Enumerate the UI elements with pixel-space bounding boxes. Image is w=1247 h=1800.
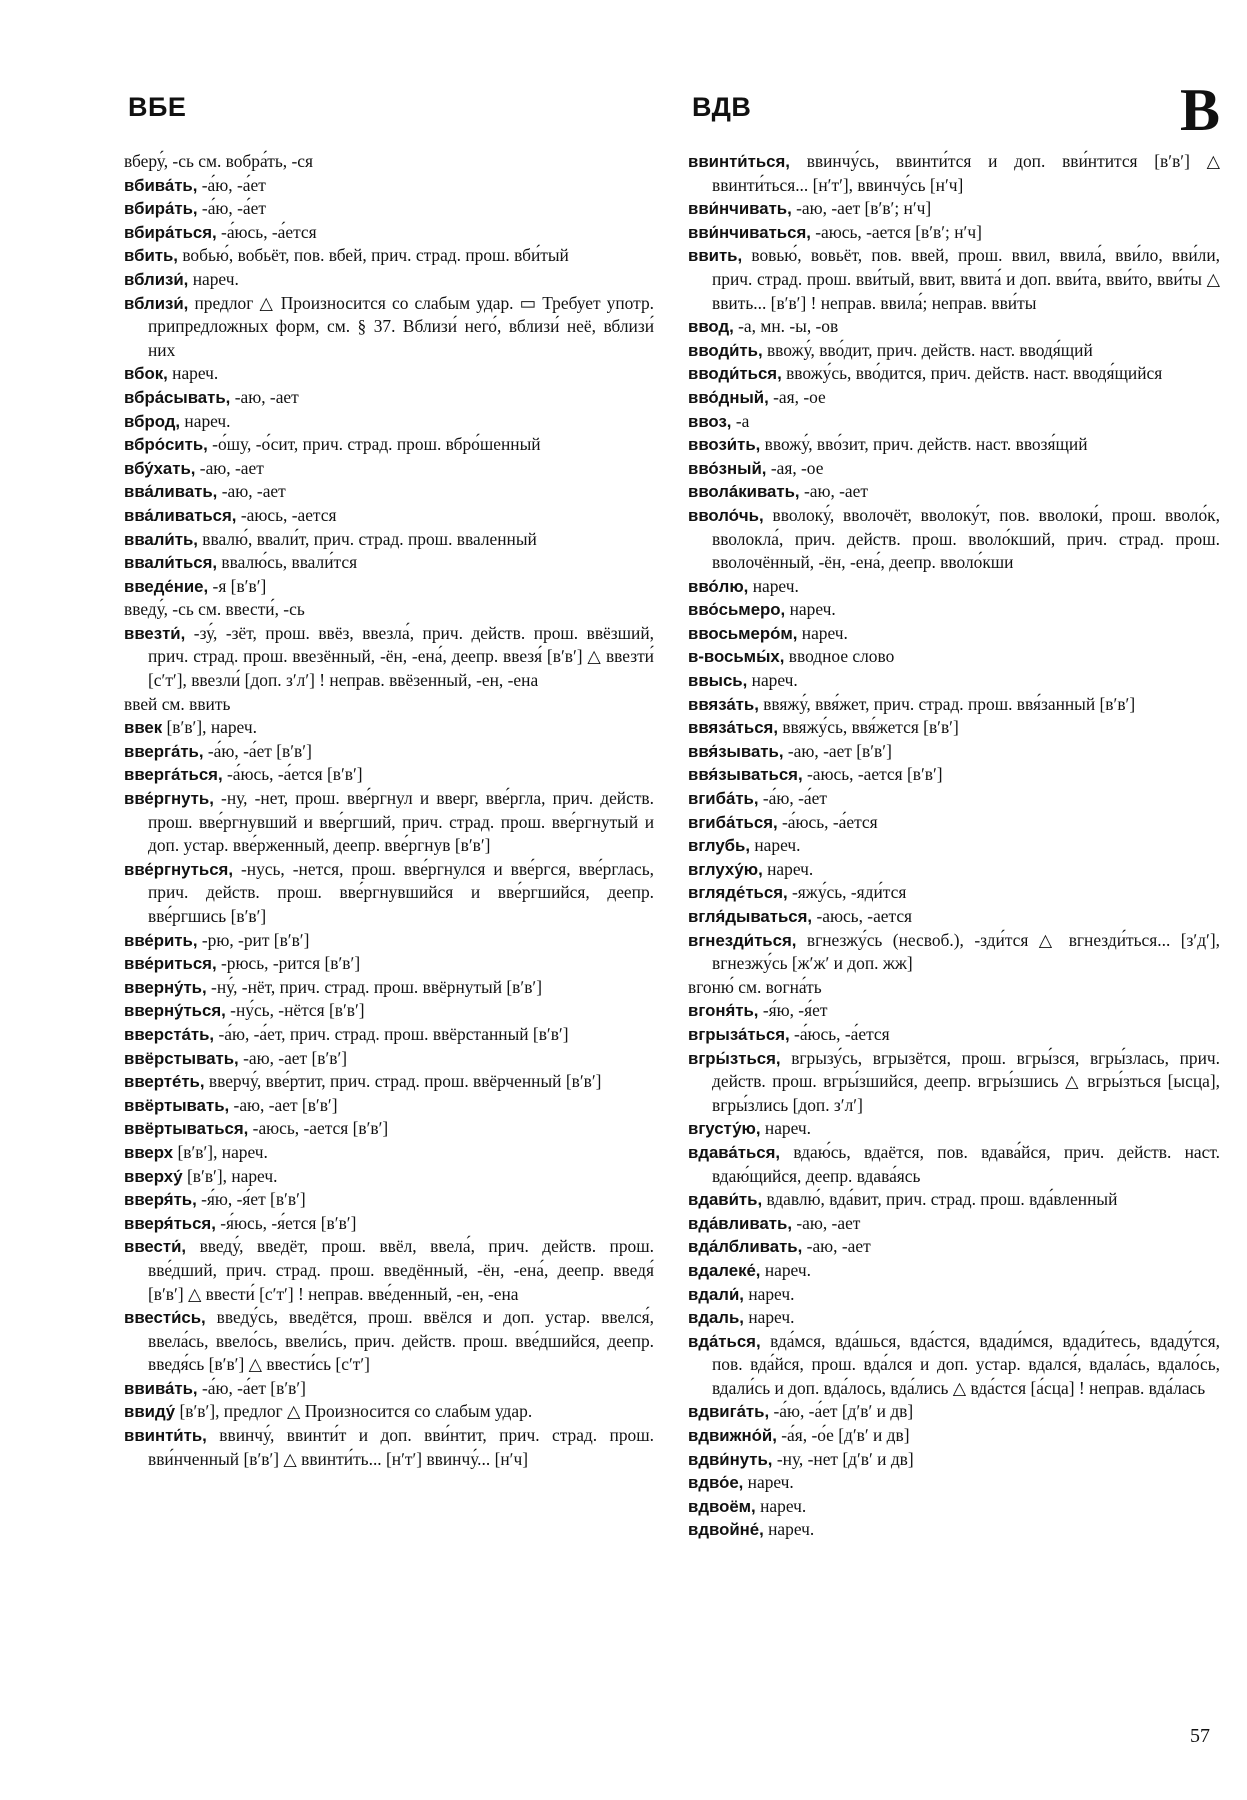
- dictionary-entry: [688, 1518, 1220, 1542]
- entry-text: вда́мся, вда́шься, вда́стся, вдади́мся, вдади́тесь, вдаду́тся, пов. вда́йся, прош. вда́лся и доп. устар. вдался́, вдала́сь, вдало́сь, вдали́сь и доп. вда́лось, вда́лись △ вда́стся [а́сца] ! неправ. вда́лась: [712, 1330, 1220, 1398]
- headword: вволо́чь,: [688, 505, 764, 525]
- entry-text: -а́юсь, -а́ется: [794, 1023, 890, 1044]
- dictionary-entry: [124, 1235, 654, 1306]
- dictionary-entry: [688, 716, 1220, 740]
- headword: ввали́ться,: [124, 553, 218, 573]
- entry-text: ввожу́, вво́зит, прич. действ. наст. ввозя́щий: [764, 434, 1088, 455]
- entry-text: -а́юсь, -а́ется: [782, 811, 878, 832]
- headword: ввинти́ться,: [688, 152, 790, 171]
- entry-text: -аю, -ает [вʹвʹ]: [243, 1047, 348, 1068]
- entry-text: -а́ю, -а́ет [вʹвʹ]: [201, 1377, 306, 1398]
- headword: вдаль,: [688, 1308, 744, 1328]
- entry-text: нареч.: [789, 599, 836, 620]
- entry-text: ввинчу́, ввинти́т и доп. вви́нтит, прич. страд. прош. вви́нченный [вʹвʹ] △ ввинти́ть... [нʹтʹ] ввинчу́... [нʹч]: [148, 1425, 654, 1469]
- dictionary-entry: [124, 410, 654, 434]
- dictionary-entry: [124, 551, 654, 575]
- dictionary-entry: [124, 174, 654, 198]
- entry-text: -а́юсь, -а́ется: [221, 221, 317, 242]
- dictionary-entry: [124, 244, 654, 268]
- headword: вво́лю,: [688, 576, 749, 596]
- dictionary-entry: [688, 1330, 1220, 1401]
- entry-text: -ая, -ое: [770, 457, 824, 478]
- headword: вва́ливать,: [124, 482, 218, 502]
- headword: ввести́сь,: [124, 1308, 206, 1328]
- entry-text: -аю, -ает: [803, 481, 868, 502]
- headword: вверх: [124, 1142, 174, 1162]
- dictionary-entry: [688, 858, 1220, 882]
- entry-text: -аюсь, -ается: [240, 504, 337, 525]
- headword: вгусту́ю,: [688, 1119, 761, 1139]
- entry-text: -а́я, -о́е [дʹвʹ и дв]: [781, 1425, 910, 1446]
- entry-text: -аю, -ает [вʹвʹ]: [233, 1094, 338, 1115]
- headword: вверга́ться,: [124, 765, 223, 785]
- headword: в-восьмы́х,: [688, 647, 785, 667]
- entry-text: -аю, -ает [вʹвʹ; нʹч]: [796, 198, 932, 219]
- headword: ввёрстывать,: [124, 1048, 239, 1068]
- entry-text: вверчу́, вве́ртит, прич. страд. прош. ввёрченный [вʹвʹ]: [208, 1071, 602, 1092]
- dictionary-entry: [688, 1141, 1220, 1188]
- headword: вглуху́ю,: [688, 859, 763, 879]
- entry-text: нареч.: [760, 1495, 807, 1516]
- headword: ввосьмеро́м,: [688, 623, 798, 643]
- headword: вгры́зться,: [688, 1048, 781, 1068]
- dictionary-entry: [688, 881, 1220, 905]
- dictionary-entry: [688, 1259, 1220, 1283]
- headword: вблизи́,: [124, 293, 189, 313]
- dictionary-entry: [688, 787, 1220, 811]
- entry-text: -а́ю, -а́ет [дʹвʹ и дв]: [773, 1401, 914, 1422]
- entry-text: -ну, -нет [дʹвʹ и дв]: [776, 1448, 914, 1469]
- right-column: [688, 150, 1220, 1542]
- headword: ввысь,: [688, 671, 748, 691]
- entry-text: нареч.: [747, 1472, 794, 1493]
- dictionary-entry: [124, 457, 654, 481]
- dictionary-entry: [688, 905, 1220, 929]
- dictionary-entry: [688, 362, 1220, 386]
- dictionary-entry: [688, 150, 1220, 197]
- headword: вводи́ть,: [688, 340, 763, 360]
- dictionary-entry: [124, 858, 654, 929]
- entry-text: -аю, -ает: [199, 457, 264, 478]
- dictionary-entry: [688, 575, 1220, 599]
- entry-text: -ну́, -нёт, прич. страд. прош. ввёрнутый [вʹвʹ]: [211, 976, 542, 997]
- entry-text: ввалю́сь, ввали́тся: [221, 552, 358, 573]
- headword: ввози́ть,: [688, 435, 761, 455]
- dictionary-entry: [124, 598, 654, 622]
- headword: введе́ние,: [124, 576, 209, 596]
- page-number: 57: [1190, 1725, 1210, 1747]
- headword: вдава́ться,: [688, 1142, 781, 1162]
- dictionary-entry: [124, 1047, 654, 1071]
- dictionary-entry: [688, 1495, 1220, 1519]
- entry-text: -а: [735, 410, 750, 431]
- entry-text: -о́шу, -о́сит, прич. страд. прош. вбро́шенный: [212, 434, 541, 455]
- headword: ввоз,: [688, 411, 732, 431]
- headword: ввёртываться,: [124, 1119, 249, 1139]
- dictionary-entry: [124, 150, 654, 174]
- entry-text: ввалю́, ввали́т, прич. страд. прош. вваленный: [202, 528, 537, 549]
- headword: вбра́сывать,: [124, 387, 231, 407]
- headword: ввёртывать,: [124, 1095, 230, 1115]
- headword: вверну́ться,: [124, 1001, 226, 1021]
- entry-text: -ну, -нет, прош. вве́ргнул и вверг, вве́ргла, прич. действ. прош. вве́ргнувший и вве́ргший, прич. страд. прош. вве́ргнутый и доп. устар. вве́рженный, деепр. вве́ргнув [вʹвʹ]: [148, 788, 654, 856]
- entry-text: -а́ю, -а́ет [вʹвʹ]: [207, 740, 312, 761]
- entry-text: введу́, введёт, прош. ввёл, ввела́, прич. действ. прош. вве́дший, прич. страд. прош. введённый, -ён, -ена́, деепр. введя́ [вʹвʹ] △ ввести́ [сʹтʹ] ! неправ. вве́денный, -ен, -ена: [148, 1236, 654, 1304]
- entry-text: вволоку́, вволочёт, вволоку́т, пов. вволоки́, прош. вволо́к, вволокла́, прич. действ. прош. вволо́кший, прич. страд. прош. вволочённый, -ён, -ена́, деепр. вволо́кши: [712, 504, 1220, 573]
- dictionary-entry: [124, 575, 654, 599]
- headword: вгля́дываться,: [688, 907, 813, 926]
- headword: ввя́зывать,: [688, 741, 784, 761]
- dictionary-entry: [124, 1165, 654, 1189]
- entry-text: -а́ю, -а́ет, прич. страд. прош. ввёрстанный [вʹвʹ]: [218, 1023, 569, 1044]
- headword: вви́нчиваться,: [688, 222, 811, 242]
- dictionary-entry: [124, 1094, 654, 1118]
- dictionary-entry: [688, 339, 1220, 363]
- dictionary-entry: [124, 480, 654, 504]
- dictionary-entry: [124, 999, 654, 1023]
- headword: вверя́ть,: [124, 1190, 197, 1210]
- headword: вбок,: [124, 364, 168, 384]
- entry-text: нареч.: [748, 1283, 795, 1304]
- dictionary-entry: [688, 1235, 1220, 1259]
- dictionary-entry: [124, 362, 654, 386]
- entry-text: -рю, -рит [вʹвʹ]: [201, 929, 310, 950]
- dictionary-entry: [688, 834, 1220, 858]
- headword: вви́нчивать,: [688, 199, 792, 219]
- dictionary-entry: [124, 763, 654, 787]
- headword: ввести́,: [124, 1237, 187, 1257]
- headword: ввезти́,: [124, 623, 186, 643]
- entry-text: -аюсь, -ается [вʹвʹ]: [252, 1118, 389, 1139]
- dictionary-entry: [688, 1306, 1220, 1330]
- headword: вгиба́ться,: [688, 812, 778, 832]
- dictionary-entry: [688, 929, 1220, 976]
- entry-text: -я́ю, -я́ет: [762, 1000, 828, 1021]
- headword: вглубь,: [688, 836, 751, 856]
- headword: вдвоём,: [688, 1496, 756, 1516]
- headword: вводи́ться,: [688, 364, 782, 384]
- headword: вве́риться,: [124, 954, 217, 974]
- entry-text: ввожу́, вво́дит, прич. действ. наст. вводя́щий: [766, 339, 1093, 360]
- entry-text: -я́юсь, -я́ется [вʹвʹ]: [220, 1212, 357, 1233]
- dictionary-entry: [124, 433, 654, 457]
- headword: вбить,: [124, 246, 178, 266]
- dictionary-entry: [124, 197, 654, 221]
- entry-text: нареч.: [768, 1519, 815, 1540]
- headword: вва́ливаться,: [124, 505, 237, 525]
- entry-text: -аю, -ает: [806, 1236, 871, 1257]
- entry-text: -рюсь, -рится [вʹвʹ]: [221, 953, 361, 974]
- entry-text: -аю, -ает: [221, 481, 286, 502]
- headword: вверста́ть,: [124, 1024, 215, 1044]
- dictionary-entry: [688, 669, 1220, 693]
- dictionary-entry: [124, 292, 654, 363]
- headword: вве́ргнуть,: [124, 789, 214, 809]
- dictionary-entry: [124, 1212, 654, 1236]
- entry-text: нареч.: [754, 835, 801, 856]
- headword: вгрыза́ться,: [688, 1024, 790, 1044]
- entry-text: [вʹвʹ], нареч.: [166, 717, 257, 738]
- headword: вгоня́ть,: [688, 1001, 759, 1021]
- entry-text: [вʹвʹ], нареч.: [187, 1165, 278, 1186]
- dictionary-entry: [688, 480, 1220, 504]
- entry-text: нареч.: [752, 575, 799, 596]
- headword: вверну́ть,: [124, 977, 207, 997]
- dictionary-entry: [124, 929, 654, 953]
- dictionary-entry: [688, 622, 1220, 646]
- dictionary-entry: [688, 457, 1220, 481]
- guide-word-left: ВБЕ: [128, 92, 187, 122]
- dictionary-entry: [688, 763, 1220, 787]
- entry-text: ввожу́сь, вво́дится, прич. действ. наст. вводя́щийся: [786, 363, 1163, 384]
- headword: вблизи́,: [124, 269, 189, 289]
- dictionary-entry: [124, 1141, 654, 1165]
- entry-text: ввяжу́, ввя́жет, прич. страд. прош. ввя́занный [вʹвʹ]: [763, 693, 1136, 714]
- dictionary-entry: [688, 244, 1220, 315]
- dictionary-entry: [688, 999, 1220, 1023]
- dictionary-entry: [124, 1070, 654, 1094]
- entry-text: -аюсь, -ается: [816, 906, 913, 926]
- dictionary-entry: [688, 598, 1220, 622]
- dictionary-entry: [124, 268, 654, 292]
- entry-text: вдавлю́, вда́вит, прич. страд. прош. вда́вленный: [766, 1189, 1118, 1210]
- headword: вда́вливать,: [688, 1213, 792, 1233]
- dictionary-entry: [688, 386, 1220, 410]
- dictionary-entry: [124, 740, 654, 764]
- headword: вбира́ться,: [124, 222, 217, 242]
- dictionary-entry: [688, 1400, 1220, 1424]
- headword: вверга́ть,: [124, 741, 204, 761]
- dictionary-entry: [124, 693, 654, 717]
- headword: ввива́ть,: [124, 1378, 198, 1398]
- entry-text: вовью́, вовьёт, пов. ввей, прош. ввил, ввила́, вви́ло, вви́ли, прич. страд. прош. вви́тый, ввит, ввита́ и доп. вви́та, вви́то, вви́ты △ ввить... [вʹвʹ] ! неправ. ввила́; неправ. вви́ты: [712, 245, 1220, 313]
- dictionary-entry: [124, 1117, 654, 1141]
- entry-text: -а́ю, -а́ет: [201, 174, 266, 195]
- dictionary-entry: [688, 433, 1220, 457]
- entry-text: -ая, -ое: [773, 386, 826, 407]
- headword: ввод,: [688, 317, 734, 337]
- entry-text: -а́юсь, -а́ется [вʹвʹ]: [227, 764, 363, 785]
- entry-text: -аю, -ает: [234, 386, 299, 407]
- dictionary-entry: [124, 1424, 654, 1471]
- headword: ввиду́: [124, 1402, 176, 1422]
- headword: ввяза́ться,: [688, 718, 778, 738]
- dictionary-entry: [124, 1306, 654, 1377]
- guide-word-right: ВДВ: [692, 92, 752, 122]
- entry-text: нареч.: [172, 363, 219, 384]
- dictionary-entry: [688, 693, 1220, 717]
- dictionary-entry: [688, 410, 1220, 434]
- headword: вдали́,: [688, 1284, 744, 1304]
- entry-text: вберу́, -сь см. вобра́ть, -ся: [124, 151, 313, 171]
- headword: вброд,: [124, 411, 181, 431]
- headword: ввинти́ть,: [124, 1426, 207, 1446]
- headword: вбива́ть,: [124, 175, 198, 195]
- headword: ввек: [124, 718, 163, 738]
- headword: вбира́ть,: [124, 199, 198, 219]
- headword: вдво́е,: [688, 1473, 744, 1493]
- headword: вдви́нуть,: [688, 1449, 773, 1469]
- headword: вверху́: [124, 1166, 183, 1186]
- entry-text: -а́ю, -а́ет: [201, 198, 266, 219]
- entry-text: нареч.: [767, 858, 814, 879]
- dictionary-entry: [688, 1117, 1220, 1141]
- entry-text: ввяжу́сь, ввя́жется [вʹвʹ]: [782, 717, 959, 738]
- entry-text: нареч.: [748, 1307, 795, 1328]
- dictionary-entry: [124, 1377, 654, 1401]
- entry-text: нареч.: [751, 670, 798, 691]
- headword: вдави́ть,: [688, 1190, 763, 1210]
- entry-text: -зу́, -зёт, прош. ввёз, ввезла́, прич. действ. прош. ввёзший, прич. страд. прош. ввезённый, -ён, -ена́, деепр. ввезя́ [вʹвʹ] △ ввезти́ [сʹтʹ], ввезли́ [доп. зʹлʹ] ! неправ. ввёзенный, -ен, -ена: [148, 622, 654, 691]
- headword: вво́дный,: [688, 387, 769, 407]
- entry-text: -я [вʹвʹ]: [212, 575, 267, 596]
- dictionary-entry: [124, 221, 654, 245]
- dictionary-entry: [688, 740, 1220, 764]
- headword: вгляде́ться,: [688, 883, 788, 903]
- dictionary-entry: [688, 1023, 1220, 1047]
- entry-text: -яжу́сь, -яди́тся: [792, 882, 907, 903]
- dictionary-entry: [124, 528, 654, 552]
- entry-text: ввинчу́сь, ввинти́тся и доп. вви́нтится [вʹвʹ] △ ввинти́ться... [нʹтʹ], ввинчу́сь [нʹч]: [712, 151, 1220, 195]
- headword: вда́лбливать,: [688, 1237, 803, 1257]
- entry-text: -ну́сь, -нётся [вʹвʹ]: [230, 1000, 365, 1021]
- headword: вгиба́ть,: [688, 789, 759, 809]
- headword: вве́ргнуться,: [124, 859, 233, 879]
- entry-text: -а́ю, -а́ет: [762, 788, 827, 809]
- headword: ввить,: [688, 246, 743, 266]
- entry-text: -аюсь, -ается [вʹвʹ]: [807, 764, 943, 785]
- entry-text: ввей см. ввить: [124, 693, 231, 714]
- dictionary-entry: [688, 197, 1220, 221]
- entry-text: [вʹвʹ], нареч.: [177, 1141, 268, 1162]
- headword: ввя́зываться,: [688, 765, 803, 785]
- headword: вбро́сить,: [124, 435, 208, 455]
- entry-text: -аю, -ает [вʹвʹ]: [787, 740, 892, 761]
- headword: вво́зный,: [688, 458, 767, 478]
- dictionary-entry: [124, 716, 654, 740]
- entry-text: -я́ю, -я́ет [вʹвʹ]: [201, 1189, 306, 1210]
- entry-text: вгоню́ см. вогна́ть: [688, 976, 822, 997]
- entry-text: -а, мн. -ы, -ов: [738, 316, 839, 337]
- dictionary-entry: [688, 1212, 1220, 1236]
- section-letter: В: [1180, 77, 1221, 143]
- dictionary-entry: [124, 1188, 654, 1212]
- entry-text: [вʹвʹ], предлог △ Произносится со слабым удар.: [179, 1401, 533, 1422]
- headword: ввертéть,: [124, 1072, 205, 1092]
- dictionary-entry: [124, 952, 654, 976]
- entry-text: вгнезжу́сь (несвоб.), -зди́тся △ вгнезди́ться... [зʹдʹ], вгнезжу́сь [жʹжʹ и доп. жж]: [712, 929, 1220, 974]
- entry-text: вгрызу́сь, вгрызётся, прош. вгры́зся, вгры́злась, прич. действ. прош. вгры́зшийся, деепр. вгры́зшись △ вгры́зться [ысца], вгры́злись [доп. зʹлʹ]: [712, 1047, 1220, 1115]
- left-column: [124, 150, 654, 1471]
- headword: ввяза́ть,: [688, 694, 759, 714]
- headword: вгнезди́ться,: [688, 930, 797, 950]
- headword: вдалеке́,: [688, 1260, 761, 1280]
- headword: вдвига́ть,: [688, 1402, 770, 1422]
- entry-text: вобью́, вобьёт, пов. вбей, прич. страд. прош. вби́тый: [182, 245, 569, 266]
- dictionary-entry: [688, 221, 1220, 245]
- dictionary-entry: [124, 1023, 654, 1047]
- headword: вдвойне́,: [688, 1520, 764, 1540]
- dictionary-entry: [688, 1283, 1220, 1307]
- dictionary-entry: [688, 645, 1220, 669]
- entry-text: введу́, -сь см. ввести́, -сь: [124, 599, 305, 620]
- dictionary-entry: [688, 1188, 1220, 1212]
- entry-text: -аю, -ает: [796, 1212, 861, 1233]
- dictionary-entry: [688, 315, 1220, 339]
- entry-text: -аюсь, -ается [вʹвʹ; нʹч]: [815, 221, 982, 242]
- entry-text: нареч.: [184, 410, 231, 431]
- dictionary-entry: [688, 1047, 1220, 1118]
- entry-text: нареч.: [801, 622, 848, 643]
- entry-text: предлог △ Произносится со слабым удар. ▭ Требует употр. припредложных форм, см. § 37. Вблизи́ него́, вблизи́ неё, вблизи́ них: [148, 292, 654, 360]
- dictionary-entry: [124, 1400, 654, 1424]
- dictionary-entry: [688, 504, 1220, 575]
- entry-text: вводное слово: [788, 646, 895, 667]
- entry-text: вдаю́сь, вдаётся, пов. вдава́йся, прич. действ. наст. вдаю́щийся, деепр. вдава́ясь: [712, 1141, 1220, 1186]
- dictionary-entry: [688, 811, 1220, 835]
- dictionary-entry: [124, 787, 654, 858]
- entry-text: нареч.: [764, 1118, 811, 1139]
- dictionary-entry: [688, 1448, 1220, 1472]
- entry-text: нареч.: [764, 1259, 811, 1280]
- headword: вдвижно́й,: [688, 1426, 777, 1446]
- dictionary-entry: [124, 622, 654, 693]
- headword: вве́рить,: [124, 930, 198, 950]
- headword: ввали́ть,: [124, 529, 198, 549]
- entry-text: -нусь, -нется, прош. вве́ргнулся и вве́ргся, вве́рглась, прич. действ. прош. вве́ргнувшийся и вве́ргшийся, деепр. вве́ргшись [вʹвʹ]: [148, 858, 654, 926]
- headword: вверя́ться,: [124, 1213, 216, 1233]
- entry-text: введу́сь, введётся, прош. ввёлся и доп. устар. ввелся́, ввела́сь, ввело́сь, ввели́сь, прич. действ. прош. вве́дшийся, деепр. введя́сь [вʹвʹ] △ ввести́сь [сʹтʹ]: [148, 1307, 654, 1375]
- dictionary-entry: [124, 504, 654, 528]
- headword: вбу́хать,: [124, 458, 196, 478]
- entry-text: нареч.: [192, 268, 239, 289]
- dictionary-entry: [688, 976, 1220, 1000]
- headword: вда́ться,: [688, 1331, 761, 1351]
- dictionary-entry: [688, 1424, 1220, 1448]
- headword: вволáкивать,: [688, 482, 800, 502]
- dictionary-entry: [124, 386, 654, 410]
- dictionary-entry: [124, 976, 654, 1000]
- headword: вво́сьмеро,: [688, 600, 786, 620]
- dictionary-entry: [688, 1471, 1220, 1495]
